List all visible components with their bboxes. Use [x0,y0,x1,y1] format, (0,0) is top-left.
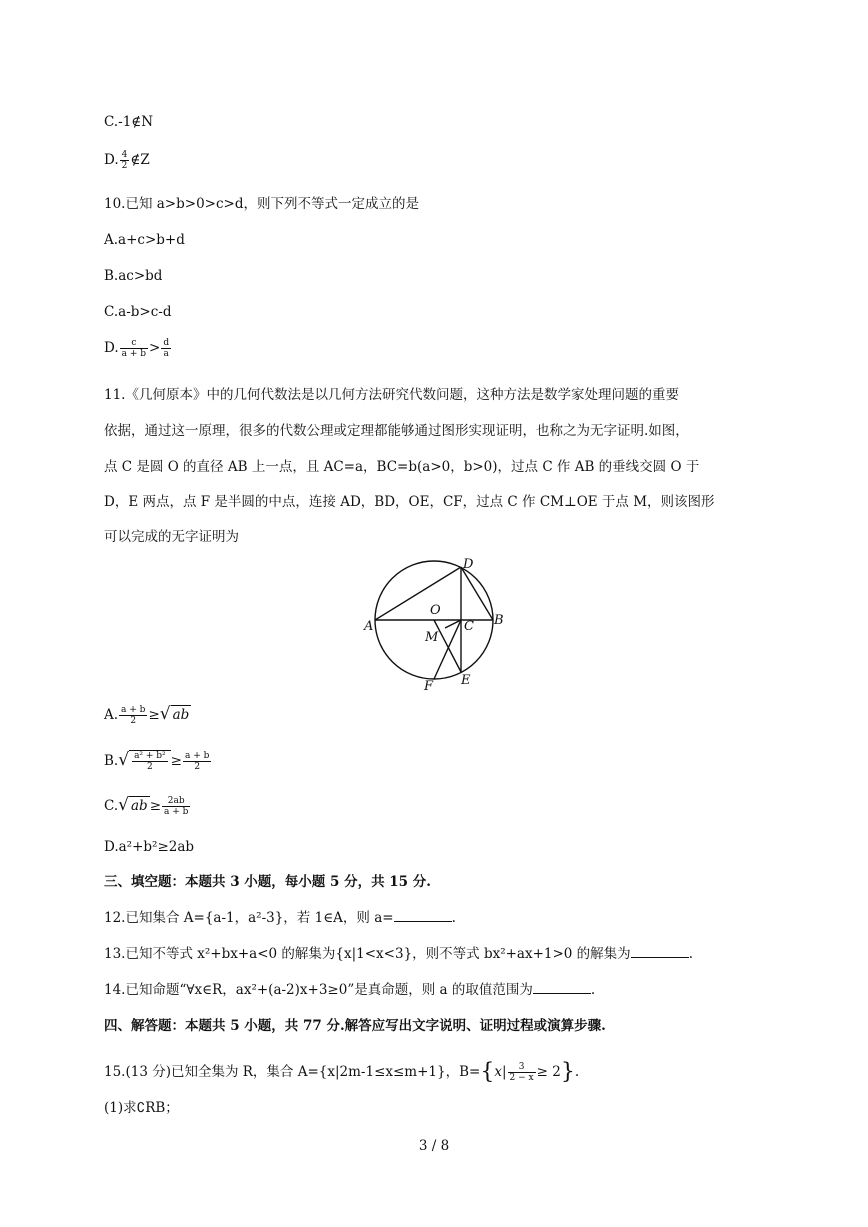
q9-d-num: 4 [121,150,128,160]
q11-a-rel: ≥ [148,707,160,723]
q14-end: . [590,982,596,998]
section-4-heading: 四、解答题：本题共 5 小题，共 77 分.解答应写出文字说明、证明过程或演算步骤. [104,1018,606,1034]
q11-b-den: 2 [194,762,201,772]
q10-option-a: A.a+c>b+d [104,232,185,248]
q10-d-num2: d [163,338,170,348]
q11-b-rel: ≥ [170,753,182,769]
section-3-heading: 三、填空题：本题共 3 小题，每小题 5 分，共 15 分. [104,874,431,890]
q11-c-frac [162,796,190,817]
q15 [104,1059,580,1085]
q9-d-fraction [120,150,130,171]
q11-c-den: a + b [164,807,189,817]
label-m: M [425,630,439,645]
set-bar: | [501,1064,507,1080]
q10-d-prefix: D. [104,340,119,356]
answer-blank [631,945,689,958]
q11-a-root [171,705,192,724]
q11-b-prefix: B. [104,753,119,769]
label-d: D [463,557,474,572]
q11-option-c [104,796,191,817]
q11-a-num: a + b [121,705,146,715]
q11-c-num: 2ab [162,796,190,807]
q12-text: 12.已知集合 A={a-1，a²-3}，若 1∈A，则 a= [104,910,394,926]
q11-b-root [129,750,171,772]
q11-line-3: 点 C 是圆 O 的直径 AB 上一点，且 AC=a，BC=b(a>0，b>0)，过点 C 作 AB 的垂线交圆 O 于 [104,459,700,475]
q13-text: 13.已知不等式 x²+bx+a<0 的解集为{x|1<x<3}，则不等式 bx²+ax+1>0 的解集为 [104,946,631,962]
label-f: F [424,679,434,692]
q15-set-rel: ≥ 2 [536,1064,561,1080]
q11-a-root-text: ab [172,707,190,723]
q11-option-b [104,750,212,772]
sqrt-sign: √ [118,795,129,815]
q11-c-root [129,796,150,815]
q11-option-d: D.a²+b²≥2ab [104,839,195,855]
q14 [104,981,595,999]
q14-text: 14.已知命题“∀x∈R，ax²+(a-2)x+3≥0”是真命题，则 a 的取值范围为 [104,982,533,998]
q10-d-rel: > [149,340,161,356]
q9-option-c: C.-1∉N [104,114,154,130]
q11-c-root-text: ab [130,798,148,814]
q15-set-den: 2 − x [509,1073,534,1083]
q10-option-c: C.a-b>c-d [104,304,172,320]
q10-option-b: B.ac>bd [104,268,163,284]
sqrt-sign: √ [159,704,171,724]
label-b: B [494,613,504,628]
q15-end: . [574,1064,580,1080]
right-brace: } [560,1059,575,1085]
q11-c-rel: ≥ [149,798,161,814]
q10-d-den2: a [163,349,169,359]
q11-b-frac [183,751,211,772]
q12-end: . [451,910,456,926]
q11-line-5: 可以完成的无字证明为 [104,529,239,545]
page-number: 3 / 8 [418,1138,450,1154]
q15-text: 15.(13 分)已知全集为 R，集合 A={x|2m-1≤x≤m+1}，B= [104,1064,481,1080]
q11-line-2: 依据，通过这一原理，很多的代数公理或定理都能够通过图形实现证明，也称之为无字证明.如图， [104,423,689,439]
q9-d-prefix: D. [104,152,119,168]
q11-option-a [104,705,191,726]
q11-a-frac [119,705,147,726]
q15-part-1: (1)求∁RB； [104,1100,179,1116]
label-e: E [461,673,471,688]
q11-line-1: 11.《几何原本》中的几何代数法是以几何方法研究代数问题，这种方法是数学家处理问题的重要 [104,387,679,403]
q10-option-d [104,338,172,359]
q11-b-root-num: a² + b² [134,751,166,761]
label-c: C [464,619,474,634]
q9-d-den: 2 [121,161,128,171]
left-brace: { [480,1059,495,1085]
q10-d-frac2 [161,338,171,359]
sqrt-sign: √ [118,750,130,770]
q11-b-root-frac [132,751,168,772]
segment-ad [375,567,461,620]
label-o: O [430,603,441,618]
q11-a-prefix: A. [104,707,119,723]
q10-d-frac1 [120,338,148,359]
q9-d-suffix: ∉Z [130,152,150,168]
q15-set-frac [508,1062,536,1083]
q10-d-num1: c [120,338,148,349]
q10-stem: 10.已知 a>b>0>c>d，则下列不等式一定成立的是 [104,196,419,212]
answer-blank [394,909,452,922]
q11-a-den: 2 [130,716,137,726]
q15-set-var: x [494,1064,502,1080]
q11-geometry-figure [360,552,520,692]
q9-option-d [104,150,150,171]
q10-d-den1: a + b [121,349,147,359]
q15-set-num: 3 [508,1062,536,1073]
q11-c-prefix: C. [104,798,119,814]
label-a: A [364,619,374,634]
q11-b-root-den: 2 [147,762,153,772]
q12 [104,909,456,927]
q13 [104,945,693,963]
q13-end: . [688,946,693,962]
q11-line-4: D，E 两点，点 F 是半圆的中点，连接 AD，BD，OE，CF，过点 C 作 CM⊥OE 于点 M，则该图形 [104,494,715,510]
answer-blank [533,981,591,994]
q11-b-num: a + b [184,751,210,761]
segment-bd [461,567,493,620]
